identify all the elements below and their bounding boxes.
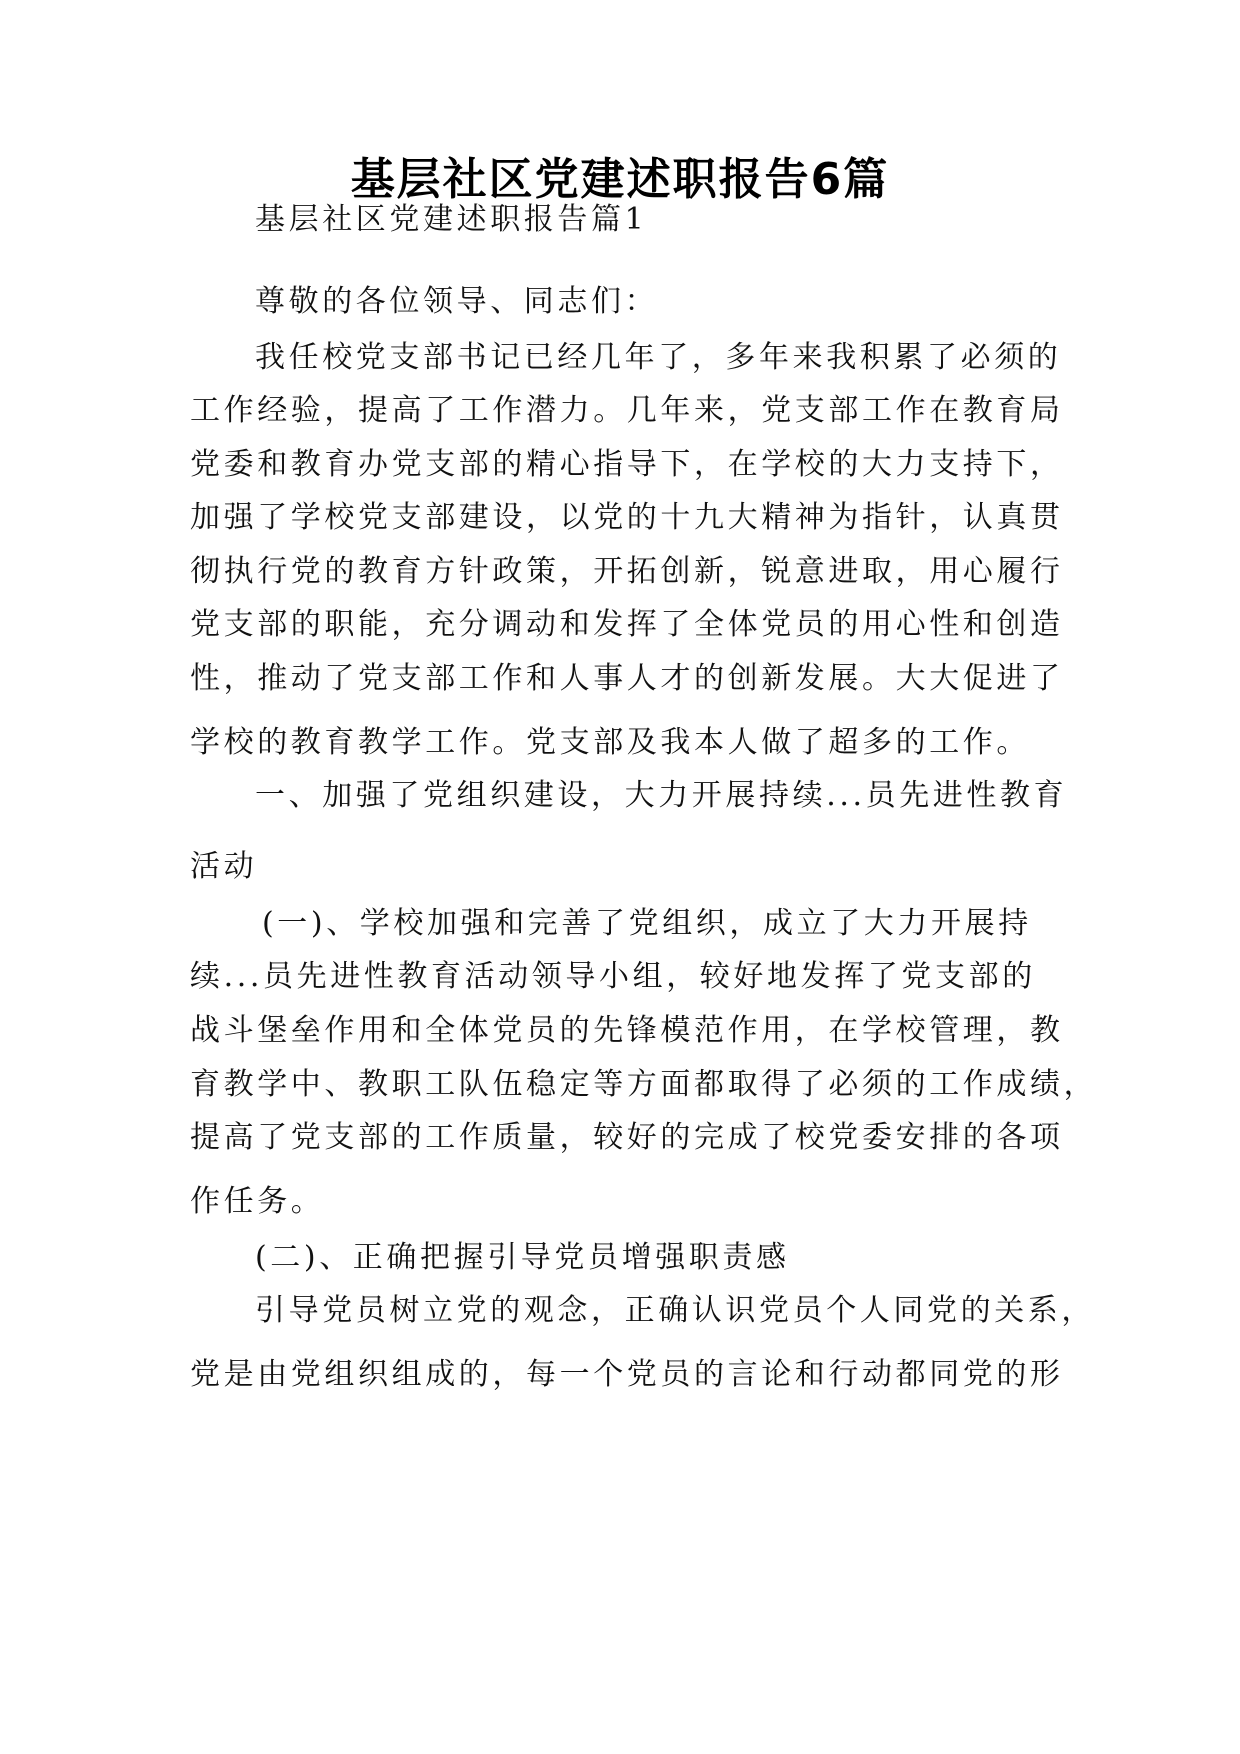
body-line: 作任务。 [190, 1184, 325, 1219]
subheading-continuation: 活动 [190, 849, 258, 884]
body-line: 党委和教育办党支部的精心指导下，在学校的大力支持下， [190, 447, 1064, 482]
body-line: (一)、学校加强和完善了党组织，成立了大力开展持 [262, 906, 1032, 941]
body-line: 提高了党支部的工作质量，较好的完成了校党委安排的各项 [190, 1120, 1064, 1155]
body-line: 引导党员树立党的观念，正确认识党员个人同党的关系， [255, 1293, 1095, 1328]
body-line: 加强了学校党支部建设，以党的十九大精神为指针，认真贯 [190, 500, 1064, 535]
body-line: 育教学中、教职工队伍稳定等方面都取得了必须的工作成绩， [190, 1067, 1098, 1102]
section-heading: 基层社区党建述职报告篇1 [255, 202, 648, 237]
subheading: 一、加强了党组织建设，大力开展持续...员先进性教育 [255, 778, 1068, 813]
body-line: 性，推动了党支部工作和人事人才的创新发展。大大促进了 [190, 661, 1064, 696]
body-line: 我任校党支部书记已经几年了，多年来我积累了必须的 [255, 340, 1062, 375]
body-line: 党是由党组织组成的，每一个党员的言论和行动都同党的形 [190, 1357, 1064, 1392]
salutation: 尊敬的各位领导、同志们： [255, 284, 659, 319]
subheading: (二)、正确把握引导党员增强职责感 [255, 1240, 790, 1275]
document-title: 基层社区党建述职报告6篇 [350, 154, 890, 205]
body-line: 党支部的职能，充分调动和发挥了全体党员的用心性和创造 [190, 607, 1064, 642]
body-line: 彻执行党的教育方针政策，开拓创新，锐意进取，用心履行 [190, 554, 1064, 589]
body-line: 工作经验，提高了工作潜力。几年来，党支部工作在教育局 [190, 393, 1064, 428]
body-line: 续...员先进性教育活动领导小组，较好地发挥了党支部的 [190, 959, 1036, 994]
body-line: 战斗堡垒作用和全体党员的先锋模范作用，在学校管理，教 [190, 1013, 1064, 1048]
body-line: 学校的教育教学工作。党支部及我本人做了超多的工作。 [190, 725, 1030, 760]
